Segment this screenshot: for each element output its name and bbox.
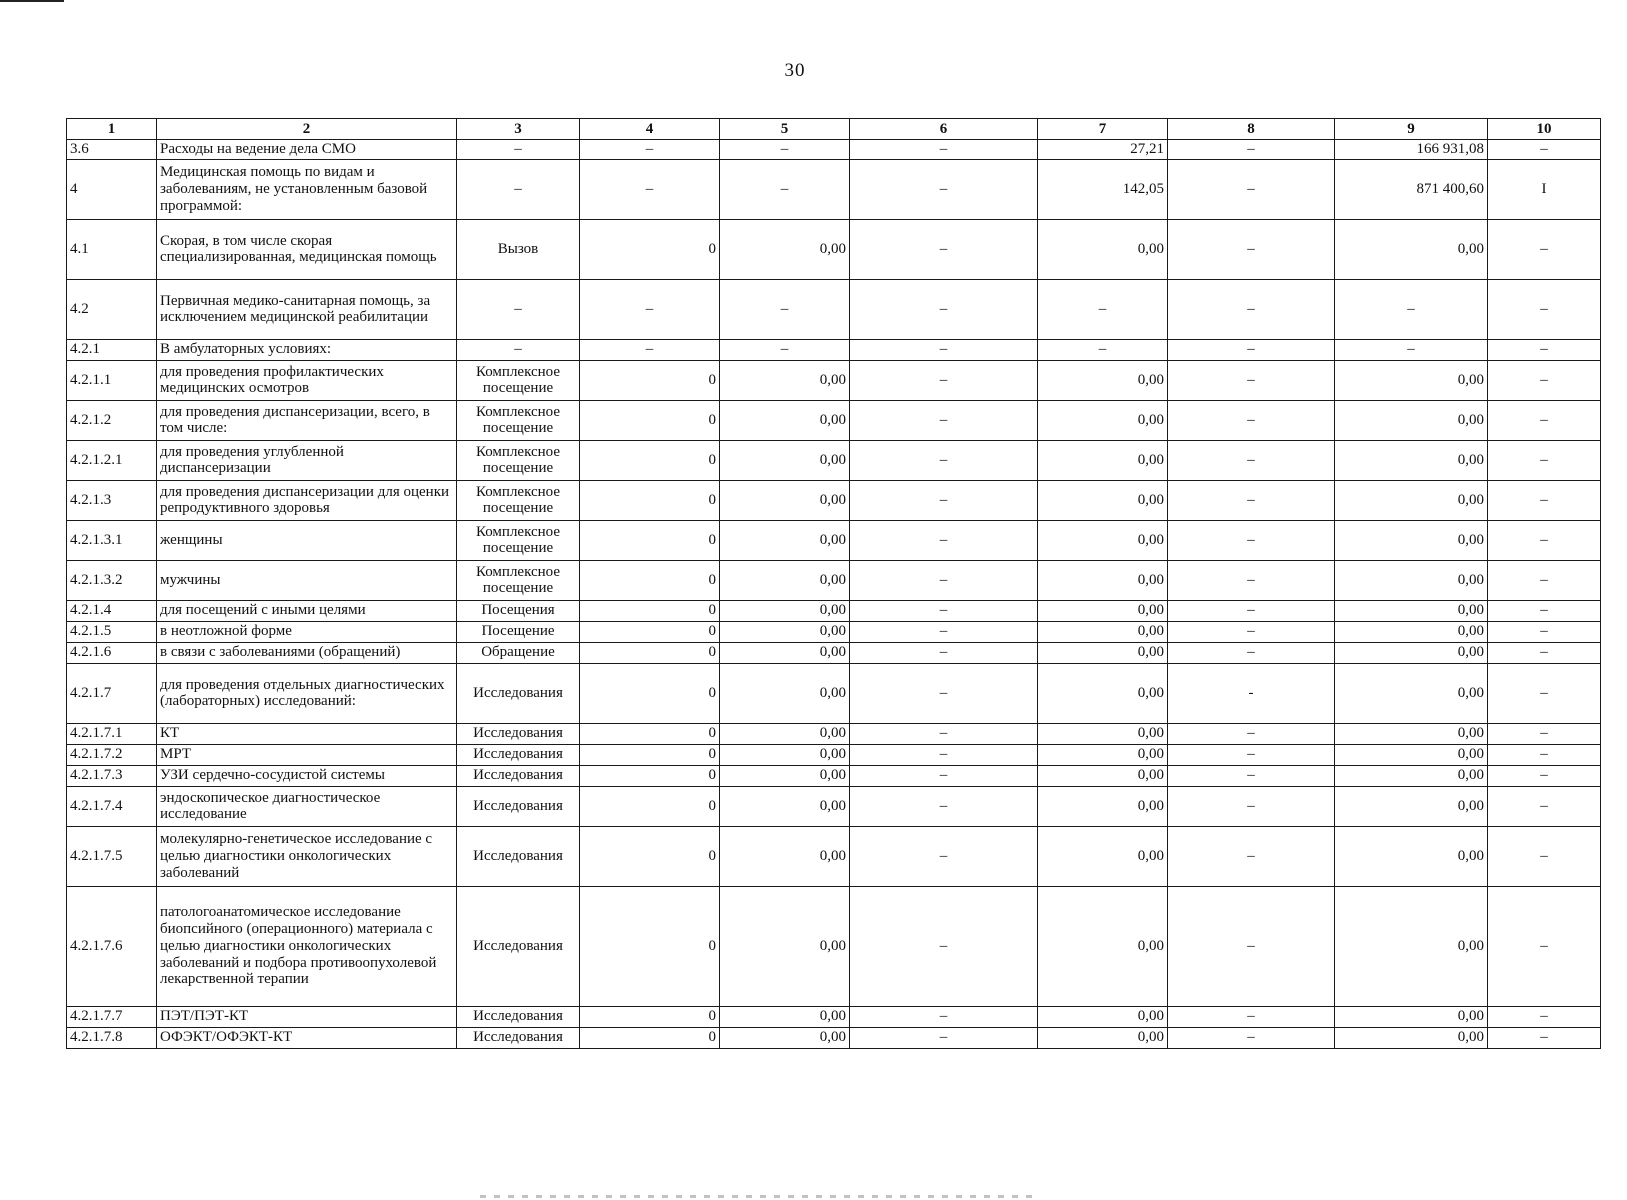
- col4-cell: 0: [580, 600, 720, 621]
- row-code: 4.2.1.7.7: [67, 1006, 157, 1027]
- unit-cell: –: [457, 140, 580, 160]
- col10-cell: –: [1488, 1027, 1601, 1048]
- col4-cell: 0: [580, 786, 720, 826]
- table-body: [67, 140, 1601, 1049]
- unit-cell: Комплексное посещение: [457, 480, 580, 520]
- col8-cell: –: [1168, 1006, 1335, 1027]
- row-name: в неотложной форме: [157, 621, 457, 642]
- unit-cell: Комплексное посещение: [457, 360, 580, 400]
- col7-cell: 0,00: [1038, 440, 1168, 480]
- col8-cell: –: [1168, 400, 1335, 440]
- table-row: [67, 400, 1601, 440]
- col7-cell: 0,00: [1038, 400, 1168, 440]
- table-row: [67, 642, 1601, 663]
- unit-cell: Исследования: [457, 1027, 580, 1048]
- table-row: [67, 600, 1601, 621]
- col10-cell: –: [1488, 219, 1601, 279]
- col9-cell: 0,00: [1335, 360, 1488, 400]
- col6-cell: –: [850, 600, 1038, 621]
- col4-cell: 0: [580, 1027, 720, 1048]
- col6-cell: –: [850, 279, 1038, 339]
- column-header: 8: [1168, 119, 1335, 140]
- col6-cell: –: [850, 744, 1038, 765]
- col9-cell: 0,00: [1335, 621, 1488, 642]
- column-header: 1: [67, 119, 157, 140]
- row-code: 4.2.1.7.3: [67, 765, 157, 786]
- col9-cell: 0,00: [1335, 886, 1488, 1006]
- table-row: [67, 663, 1601, 723]
- row-name: для проведения профилактических медицинских осмотров: [157, 360, 457, 400]
- col10-cell: –: [1488, 1006, 1601, 1027]
- unit-cell: –: [457, 339, 580, 360]
- col10-cell: –: [1488, 360, 1601, 400]
- col9-cell: 0,00: [1335, 400, 1488, 440]
- col5-cell: 0,00: [720, 440, 850, 480]
- col7-cell: 0,00: [1038, 520, 1168, 560]
- col10-cell: –: [1488, 723, 1601, 744]
- col8-cell: –: [1168, 600, 1335, 621]
- col4-cell: 0: [580, 723, 720, 744]
- col10-cell: –: [1488, 744, 1601, 765]
- row-name: патологоанатомическое исследование биопсийного (операционного) материала с целью диагностики онкологических заболеваний и подбора противоопухолевой лекарственной терапии: [157, 886, 457, 1006]
- row-code: 4.1: [67, 219, 157, 279]
- row-code: 4.2.1.3: [67, 480, 157, 520]
- row-name: ОФЭКТ/ОФЭКТ-КТ: [157, 1027, 457, 1048]
- col8-cell: –: [1168, 219, 1335, 279]
- col10-cell: –: [1488, 826, 1601, 886]
- col10-cell: –: [1488, 140, 1601, 160]
- col10-cell: –: [1488, 339, 1601, 360]
- col5-cell: –: [720, 279, 850, 339]
- bottom-scan-artifact: [480, 1195, 1040, 1198]
- col5-cell: 0,00: [720, 1027, 850, 1048]
- col4-cell: 0: [580, 360, 720, 400]
- col6-cell: –: [850, 663, 1038, 723]
- col4-cell: 0: [580, 219, 720, 279]
- col9-cell: 0,00: [1335, 520, 1488, 560]
- unit-cell: Комплексное посещение: [457, 560, 580, 600]
- col8-cell: -: [1168, 663, 1335, 723]
- col9-cell: 166 931,08: [1335, 140, 1488, 160]
- column-header: 9: [1335, 119, 1488, 140]
- col6-cell: –: [850, 440, 1038, 480]
- col7-cell: 0,00: [1038, 1027, 1168, 1048]
- col10-cell: –: [1488, 886, 1601, 1006]
- unit-cell: Обращение: [457, 642, 580, 663]
- col5-cell: 0,00: [720, 723, 850, 744]
- row-code: 4.2.1.3.2: [67, 560, 157, 600]
- col5-cell: 0,00: [720, 826, 850, 886]
- data-table: [66, 118, 1601, 1049]
- col4-cell: 0: [580, 560, 720, 600]
- col9-cell: 0,00: [1335, 600, 1488, 621]
- col7-cell: 0,00: [1038, 663, 1168, 723]
- col7-cell: 0,00: [1038, 826, 1168, 886]
- col4-cell: –: [580, 159, 720, 219]
- column-header: 10: [1488, 119, 1601, 140]
- col7-cell: –: [1038, 279, 1168, 339]
- col9-cell: 0,00: [1335, 786, 1488, 826]
- row-name: для проведения диспансеризации для оценки репродуктивного здоровья: [157, 480, 457, 520]
- col8-cell: –: [1168, 480, 1335, 520]
- unit-cell: Исследования: [457, 1006, 580, 1027]
- row-code: 4.2.1.1: [67, 360, 157, 400]
- row-code: 4.2.1.7.6: [67, 886, 157, 1006]
- unit-cell: Посещение: [457, 621, 580, 642]
- col10-cell: –: [1488, 480, 1601, 520]
- unit-cell: Вызов: [457, 219, 580, 279]
- col4-cell: –: [580, 140, 720, 160]
- col4-cell: 0: [580, 642, 720, 663]
- table-row: [67, 826, 1601, 886]
- column-header: 4: [580, 119, 720, 140]
- col9-cell: 0,00: [1335, 642, 1488, 663]
- col9-cell: 0,00: [1335, 219, 1488, 279]
- col4-cell: –: [580, 279, 720, 339]
- row-name: ПЭТ/ПЭТ-КТ: [157, 1006, 457, 1027]
- col5-cell: 0,00: [720, 400, 850, 440]
- row-code: 4: [67, 159, 157, 219]
- table-row: [67, 786, 1601, 826]
- table-row: [67, 886, 1601, 1006]
- col4-cell: 0: [580, 400, 720, 440]
- table-row: [67, 744, 1601, 765]
- col5-cell: 0,00: [720, 765, 850, 786]
- row-code: 4.2.1.2.1: [67, 440, 157, 480]
- col5-cell: 0,00: [720, 886, 850, 1006]
- row-name: мужчины: [157, 560, 457, 600]
- col8-cell: –: [1168, 786, 1335, 826]
- col4-cell: 0: [580, 480, 720, 520]
- col5-cell: 0,00: [720, 621, 850, 642]
- unit-cell: Комплексное посещение: [457, 400, 580, 440]
- col8-cell: –: [1168, 520, 1335, 560]
- col8-cell: –: [1168, 159, 1335, 219]
- row-code: 4.2.1.4: [67, 600, 157, 621]
- table-row: [67, 279, 1601, 339]
- table-row: [67, 560, 1601, 600]
- col10-cell: –: [1488, 560, 1601, 600]
- col7-cell: 0,00: [1038, 744, 1168, 765]
- col9-cell: 0,00: [1335, 440, 1488, 480]
- col5-cell: 0,00: [720, 600, 850, 621]
- row-code: 4.2: [67, 279, 157, 339]
- table-row: [67, 339, 1601, 360]
- row-code: 4.2.1.3.1: [67, 520, 157, 560]
- col8-cell: –: [1168, 560, 1335, 600]
- row-name: для проведения диспансеризации, всего, в том числе:: [157, 400, 457, 440]
- col6-cell: –: [850, 1027, 1038, 1048]
- col5-cell: 0,00: [720, 744, 850, 765]
- col5-cell: 0,00: [720, 786, 850, 826]
- col8-cell: –: [1168, 140, 1335, 160]
- table-row: [67, 360, 1601, 400]
- col9-cell: 0,00: [1335, 744, 1488, 765]
- row-code: 4.2.1: [67, 339, 157, 360]
- col6-cell: –: [850, 826, 1038, 886]
- col8-cell: –: [1168, 360, 1335, 400]
- col10-cell: I: [1488, 159, 1601, 219]
- unit-cell: –: [457, 159, 580, 219]
- row-name: УЗИ сердечно-сосудистой системы: [157, 765, 457, 786]
- col4-cell: 0: [580, 440, 720, 480]
- col10-cell: –: [1488, 663, 1601, 723]
- col8-cell: –: [1168, 744, 1335, 765]
- col6-cell: –: [850, 1006, 1038, 1027]
- col4-cell: 0: [580, 826, 720, 886]
- col9-cell: 0,00: [1335, 765, 1488, 786]
- col7-cell: 0,00: [1038, 765, 1168, 786]
- col8-cell: –: [1168, 1027, 1335, 1048]
- col7-cell: 0,00: [1038, 886, 1168, 1006]
- col5-cell: 0,00: [720, 480, 850, 520]
- col10-cell: –: [1488, 621, 1601, 642]
- col6-cell: –: [850, 140, 1038, 160]
- col6-cell: –: [850, 520, 1038, 560]
- row-name: МРТ: [157, 744, 457, 765]
- col10-cell: –: [1488, 400, 1601, 440]
- table-row: [67, 140, 1601, 160]
- col9-cell: 871 400,60: [1335, 159, 1488, 219]
- unit-cell: Исследования: [457, 723, 580, 744]
- row-name: Расходы на ведение дела СМО: [157, 140, 457, 160]
- col5-cell: 0,00: [720, 360, 850, 400]
- col10-cell: –: [1488, 600, 1601, 621]
- table-row: [67, 1006, 1601, 1027]
- table-row: [67, 159, 1601, 219]
- col6-cell: –: [850, 219, 1038, 279]
- col6-cell: –: [850, 886, 1038, 1006]
- col5-cell: 0,00: [720, 219, 850, 279]
- col4-cell: –: [580, 339, 720, 360]
- row-name: в связи с заболеваниями (обращений): [157, 642, 457, 663]
- row-name: для проведения углубленной диспансеризации: [157, 440, 457, 480]
- col6-cell: –: [850, 339, 1038, 360]
- col7-cell: 0,00: [1038, 1006, 1168, 1027]
- unit-cell: Исследования: [457, 663, 580, 723]
- row-code: 4.2.1.6: [67, 642, 157, 663]
- row-name: Первичная медико-санитарная помощь, за исключением медицинской реабилитации: [157, 279, 457, 339]
- col10-cell: –: [1488, 786, 1601, 826]
- corner-scan-mark: [0, 0, 64, 2]
- row-name: для проведения отдельных диагностических (лабораторных) исследований:: [157, 663, 457, 723]
- col4-cell: 0: [580, 744, 720, 765]
- col6-cell: –: [850, 723, 1038, 744]
- col9-cell: –: [1335, 279, 1488, 339]
- table-row: [67, 440, 1601, 480]
- col6-cell: –: [850, 480, 1038, 520]
- col6-cell: –: [850, 765, 1038, 786]
- col5-cell: –: [720, 140, 850, 160]
- unit-cell: Исследования: [457, 826, 580, 886]
- col4-cell: 0: [580, 520, 720, 560]
- unit-cell: Исследования: [457, 886, 580, 1006]
- table-row: [67, 765, 1601, 786]
- column-header: 3: [457, 119, 580, 140]
- table-row: [67, 520, 1601, 560]
- table-row: [67, 480, 1601, 520]
- row-code: 4.2.1.7.5: [67, 826, 157, 886]
- col9-cell: 0,00: [1335, 663, 1488, 723]
- unit-cell: Комплексное посещение: [457, 520, 580, 560]
- column-header: 6: [850, 119, 1038, 140]
- col10-cell: –: [1488, 279, 1601, 339]
- col10-cell: –: [1488, 642, 1601, 663]
- col5-cell: 0,00: [720, 1006, 850, 1027]
- table-row: [67, 723, 1601, 744]
- column-header: 2: [157, 119, 457, 140]
- row-code: 4.2.1.7.4: [67, 786, 157, 826]
- row-code: 4.2.1.7: [67, 663, 157, 723]
- col9-cell: 0,00: [1335, 826, 1488, 886]
- col8-cell: –: [1168, 886, 1335, 1006]
- col4-cell: 0: [580, 663, 720, 723]
- col8-cell: –: [1168, 339, 1335, 360]
- col10-cell: –: [1488, 440, 1601, 480]
- row-name: В амбулаторных условиях:: [157, 339, 457, 360]
- row-name: для посещений с иными целями: [157, 600, 457, 621]
- col5-cell: –: [720, 339, 850, 360]
- col8-cell: –: [1168, 621, 1335, 642]
- table-row: [67, 621, 1601, 642]
- row-name: КТ: [157, 723, 457, 744]
- col8-cell: –: [1168, 826, 1335, 886]
- row-name: молекулярно-генетическое исследование с целью диагностики онкологических заболеваний: [157, 826, 457, 886]
- unit-cell: –: [457, 279, 580, 339]
- col6-cell: –: [850, 400, 1038, 440]
- col4-cell: 0: [580, 1006, 720, 1027]
- row-name: эндоскопическое диагностическое исследование: [157, 786, 457, 826]
- col6-cell: –: [850, 560, 1038, 600]
- col7-cell: 0,00: [1038, 786, 1168, 826]
- col4-cell: 0: [580, 765, 720, 786]
- col5-cell: 0,00: [720, 642, 850, 663]
- row-code: 4.2.1.7.1: [67, 723, 157, 744]
- col7-cell: 0,00: [1038, 723, 1168, 744]
- col7-cell: 0,00: [1038, 560, 1168, 600]
- row-code: 4.2.1.2: [67, 400, 157, 440]
- col7-cell: 0,00: [1038, 600, 1168, 621]
- row-code: 4.2.1.7.2: [67, 744, 157, 765]
- col4-cell: 0: [580, 621, 720, 642]
- unit-cell: Исследования: [457, 786, 580, 826]
- col10-cell: –: [1488, 520, 1601, 560]
- col5-cell: 0,00: [720, 663, 850, 723]
- col7-cell: 0,00: [1038, 360, 1168, 400]
- row-code: 4.2.1.7.8: [67, 1027, 157, 1048]
- table-row: [67, 1027, 1601, 1048]
- col10-cell: –: [1488, 765, 1601, 786]
- col9-cell: –: [1335, 339, 1488, 360]
- col8-cell: –: [1168, 440, 1335, 480]
- unit-cell: Исследования: [457, 765, 580, 786]
- col5-cell: –: [720, 159, 850, 219]
- col8-cell: –: [1168, 765, 1335, 786]
- col9-cell: 0,00: [1335, 560, 1488, 600]
- col5-cell: 0,00: [720, 560, 850, 600]
- row-code: 4.2.1.5: [67, 621, 157, 642]
- col5-cell: 0,00: [720, 520, 850, 560]
- unit-cell: Исследования: [457, 744, 580, 765]
- row-name: женщины: [157, 520, 457, 560]
- col7-cell: –: [1038, 339, 1168, 360]
- column-header: 7: [1038, 119, 1168, 140]
- column-header: 5: [720, 119, 850, 140]
- col8-cell: –: [1168, 642, 1335, 663]
- col7-cell: 0,00: [1038, 621, 1168, 642]
- page-number: 30: [784, 60, 806, 81]
- col4-cell: 0: [580, 886, 720, 1006]
- row-name: Медицинская помощь по видам и заболеваниям, не установленным базовой программой:: [157, 159, 457, 219]
- row-name: Скорая, в том числе скорая специализированная, медицинская помощь: [157, 219, 457, 279]
- col7-cell: 27,21: [1038, 140, 1168, 160]
- header-row: [67, 119, 1601, 140]
- col8-cell: –: [1168, 279, 1335, 339]
- unit-cell: Комплексное посещение: [457, 440, 580, 480]
- col7-cell: 0,00: [1038, 642, 1168, 663]
- col9-cell: 0,00: [1335, 480, 1488, 520]
- col7-cell: 142,05: [1038, 159, 1168, 219]
- col6-cell: –: [850, 786, 1038, 826]
- col9-cell: 0,00: [1335, 1027, 1488, 1048]
- col6-cell: –: [850, 621, 1038, 642]
- col9-cell: 0,00: [1335, 723, 1488, 744]
- table-row: [67, 219, 1601, 279]
- col9-cell: 0,00: [1335, 1006, 1488, 1027]
- row-code: 3.6: [67, 140, 157, 160]
- col6-cell: –: [850, 159, 1038, 219]
- col6-cell: –: [850, 642, 1038, 663]
- col6-cell: –: [850, 360, 1038, 400]
- col7-cell: 0,00: [1038, 480, 1168, 520]
- col8-cell: –: [1168, 723, 1335, 744]
- col7-cell: 0,00: [1038, 219, 1168, 279]
- unit-cell: Посещения: [457, 600, 580, 621]
